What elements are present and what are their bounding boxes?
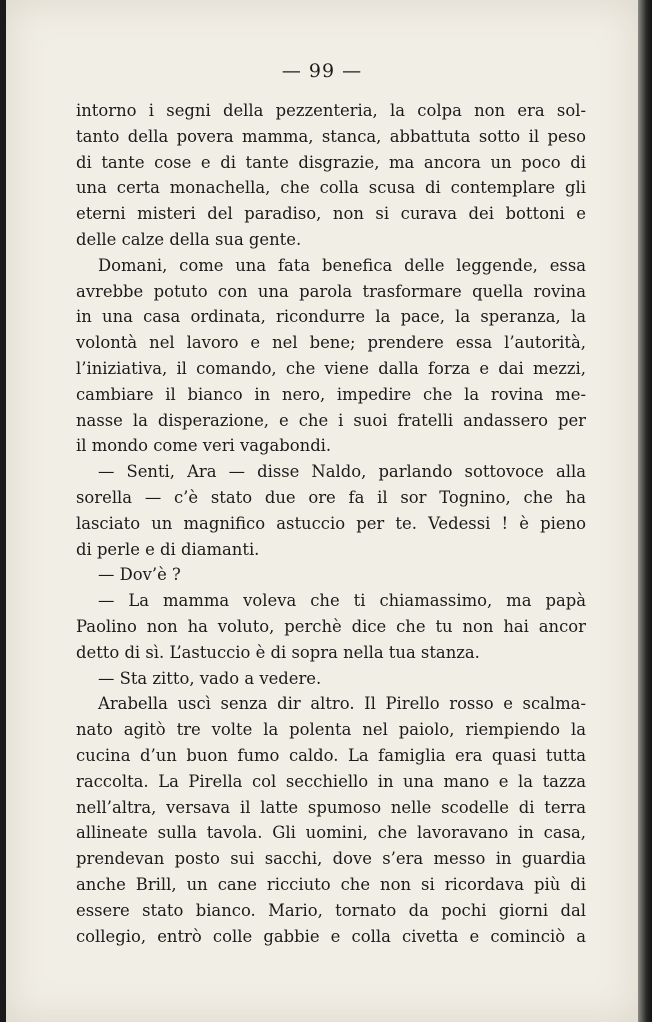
text-line: raccolta. La Pirella col secchiello in una mano e la tazza <box>76 771 586 791</box>
text-line: eterni misteri del paradiso, non si curava dei bottoni e <box>76 204 586 224</box>
text-line: cambiare il bianco in nero, impedire che la rovina me- <box>76 384 586 404</box>
text-line: una certa monachella, che colla scusa di contemplare gli <box>76 178 586 198</box>
text-line: delle calze della sua gente. <box>76 229 302 249</box>
text-line: il mondo come veri vagabondi. <box>76 436 332 456</box>
text-line: Arabella uscì senza dir altro. Il Pirello rosso e scalma- <box>98 694 586 714</box>
text-line: sorella — c’è stato due ore fa il sor Tognino, che ha <box>76 487 586 507</box>
text-line: prendevan posto sui sacchi, dove s’era messo in guardia <box>76 849 586 869</box>
text-line: collegio, entrò colle gabbie e colla civetta e cominciò a <box>76 926 586 946</box>
text-line: Paolino non ha voluto, perchè dice che tu non hai ancor <box>76 616 586 636</box>
text-line: di tante cose e di tante disgrazie, ma ancora un poco di <box>76 152 586 172</box>
text-line: nell’altra, versava il latte spumoso nelle scodelle di terra <box>76 797 586 817</box>
text-line: lasciato un magnifico astuccio per te. Vedessi ! è pieno <box>76 513 586 533</box>
text-line: nasse la disperazione, e che i suoi fratelli andassero per <box>76 410 586 430</box>
text-line: — Senti, Ara — disse Naldo, parlando sottovoce alla <box>98 462 586 482</box>
page-number: — 99 — <box>281 60 363 82</box>
text-line: essere stato bianco. Mario, tornato da pochi giorni dal <box>76 900 586 920</box>
book-page <box>6 0 638 1022</box>
text-line: Domani, come una fata benefica delle leggende, essa <box>98 255 586 275</box>
text-line: cucina d’un buon fumo caldo. La famiglia era quasi tutta <box>76 745 586 765</box>
text-line: nato agitò tre volte la polenta nel paiolo, riempiendo la <box>76 720 586 740</box>
text-line: intorno i segni della pezzenteria, la colpa non era sol- <box>76 101 586 120</box>
text-line: volontà nel lavoro e nel bene; prendere essa l’autorità, <box>76 333 586 353</box>
text-line: anche Brill, un cane ricciuto che non si ricordava più di <box>76 874 586 894</box>
page-edge-shadow <box>638 0 652 1022</box>
text-line: di perle e di diamanti. <box>76 539 260 559</box>
text-line: avrebbe potuto con una parola trasformare quella rovina <box>76 281 586 301</box>
text-line: — La mamma voleva che ti chiamassimo, ma papà <box>98 591 586 611</box>
text-line: tanto della povera mamma, stanca, abbattuta sotto il peso <box>76 126 586 146</box>
text-line: allineate sulla tavola. Gli uomini, che lavoravano in casa, <box>76 823 586 843</box>
body-text <box>76 98 586 949</box>
text-line: detto di sì. L’astuccio è di sopra nella tua stanza. <box>76 642 480 662</box>
text-line: — Dov’è ? <box>98 565 181 585</box>
text-line: l’iniziativa, il comando, che viene dalla forza e dai mezzi, <box>76 358 586 378</box>
text-line: in una casa ordinata, ricondurre la pace, la speranza, la <box>76 307 586 327</box>
text-line: — Sta zitto, vado a vedere. <box>98 668 322 688</box>
